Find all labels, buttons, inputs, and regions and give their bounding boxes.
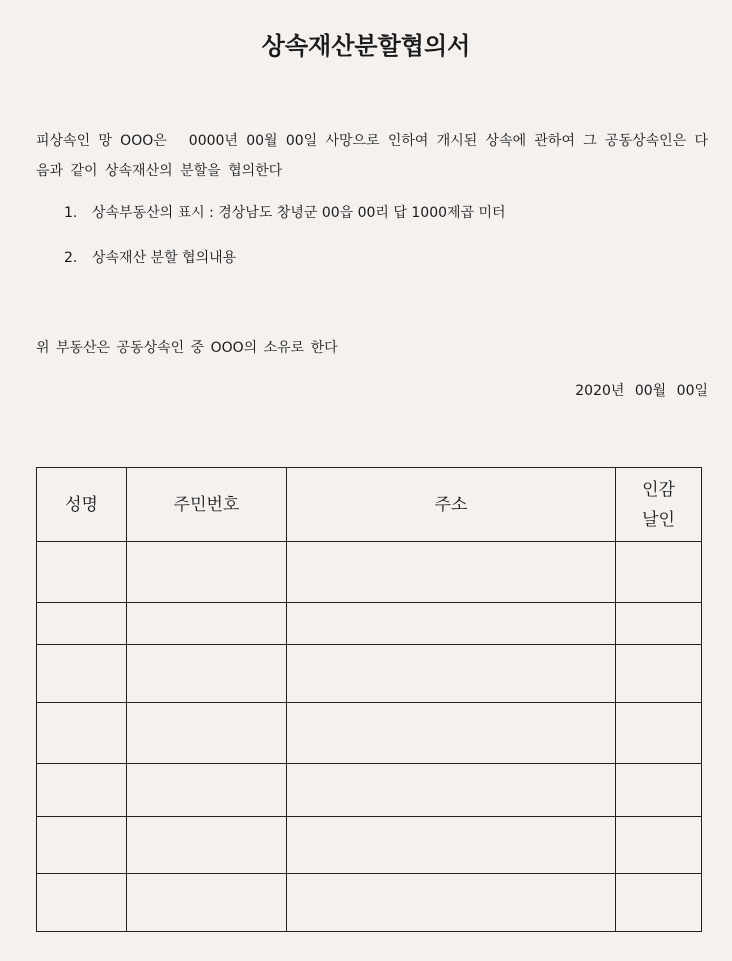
document-date: 2020년 00월 00일 bbox=[575, 383, 708, 399]
ownership-statement: 위 부동산은 공동상속인 중 OOO의 소유로 한다 bbox=[36, 340, 338, 356]
table-header-row bbox=[37, 468, 702, 542]
cell-resident-number[interactable] bbox=[127, 764, 287, 817]
intro-statement: 0000년 00월 00일 사망으로 인하여 개시된 상속에 관하여 그 공동상속인은 다음과 같이 상속재산의 분할을 협의한다 bbox=[36, 133, 709, 179]
document-title: 상속재산분할협의서 bbox=[261, 32, 471, 60]
cell-address[interactable] bbox=[287, 817, 616, 874]
cell-name[interactable] bbox=[37, 703, 127, 764]
list-item-property bbox=[64, 203, 506, 223]
cell-seal[interactable] bbox=[616, 603, 702, 645]
cell-name[interactable] bbox=[37, 603, 127, 645]
cell-resident-number[interactable] bbox=[127, 603, 287, 645]
cell-address[interactable] bbox=[287, 542, 616, 603]
cell-address[interactable] bbox=[287, 603, 616, 645]
table-row bbox=[37, 603, 702, 645]
intro-deceased: 피상속인 망 OOO은 bbox=[36, 133, 167, 149]
cell-resident-number[interactable] bbox=[127, 542, 287, 603]
cell-resident-number[interactable] bbox=[127, 817, 287, 874]
cell-resident-number[interactable] bbox=[127, 645, 287, 703]
cell-seal[interactable] bbox=[616, 645, 702, 703]
cell-seal[interactable] bbox=[616, 874, 702, 932]
list-item-number: 2. bbox=[64, 250, 78, 266]
header-name: 성명 bbox=[37, 468, 127, 542]
cell-address[interactable] bbox=[287, 764, 616, 817]
list-item-agreement bbox=[64, 248, 236, 268]
list-item-text: 상속부동산의 표시 : 경상남도 창녕군 00읍 00리 답 1000제곱 미터 bbox=[92, 205, 506, 221]
intro-paragraph bbox=[36, 126, 708, 186]
list-item-number: 1. bbox=[64, 205, 78, 221]
cell-address[interactable] bbox=[287, 874, 616, 932]
cell-name[interactable] bbox=[37, 817, 127, 874]
table-row bbox=[37, 764, 702, 817]
cell-seal[interactable] bbox=[616, 542, 702, 603]
signers-table bbox=[36, 467, 702, 932]
header-address: 주소 bbox=[287, 468, 616, 542]
cell-seal[interactable] bbox=[616, 764, 702, 817]
list-item-text: 상속재산 분할 협의내용 bbox=[92, 250, 237, 266]
cell-resident-number[interactable] bbox=[127, 874, 287, 932]
table-row bbox=[37, 645, 702, 703]
cell-name[interactable] bbox=[37, 874, 127, 932]
table-row bbox=[37, 817, 702, 874]
table-row bbox=[37, 542, 702, 603]
table-row bbox=[37, 874, 702, 932]
cell-seal[interactable] bbox=[616, 817, 702, 874]
cell-address[interactable] bbox=[287, 645, 616, 703]
cell-name[interactable] bbox=[37, 645, 127, 703]
cell-seal[interactable] bbox=[616, 703, 702, 764]
cell-name[interactable] bbox=[37, 764, 127, 817]
header-seal: 인감 날인 bbox=[616, 468, 702, 542]
table-row bbox=[37, 703, 702, 764]
header-resident-number: 주민번호 bbox=[127, 468, 287, 542]
cell-name[interactable] bbox=[37, 542, 127, 603]
cell-resident-number[interactable] bbox=[127, 703, 287, 764]
cell-address[interactable] bbox=[287, 703, 616, 764]
